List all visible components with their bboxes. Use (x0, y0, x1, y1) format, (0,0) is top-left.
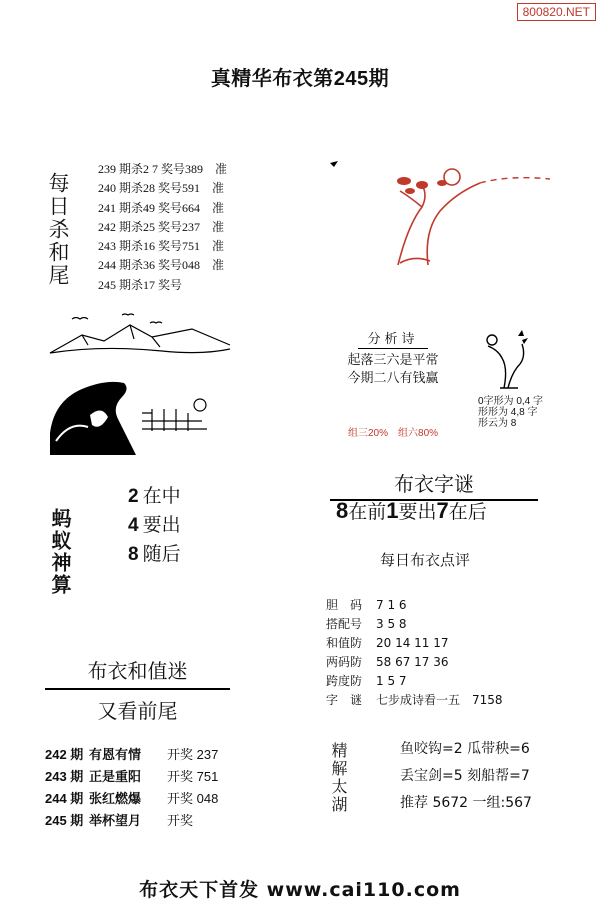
list-item (98, 160, 227, 179)
list-item (98, 237, 227, 256)
zimi-num: 7 (436, 498, 449, 523)
tip-value: 1 5 7 (376, 674, 407, 688)
list-item (98, 179, 227, 198)
poem-title: 分析诗 (358, 330, 428, 349)
tip-label: 和值防 (326, 636, 363, 650)
draw-list (45, 744, 218, 832)
mayi-text: 要出 (142, 515, 181, 536)
review-title: 每日布衣点评 (380, 551, 471, 569)
tip-value: 58 67 17 36 (376, 655, 449, 669)
tip-value: 七步成诗看一五 7158 (376, 693, 503, 707)
list-item (98, 218, 227, 237)
shape-lines (478, 396, 543, 429)
list-item (326, 596, 503, 615)
draw-result: 开奖 751 (167, 769, 219, 784)
list-item (326, 615, 503, 634)
list-item (326, 691, 503, 710)
zimi-word: 在前 (348, 501, 387, 523)
jing-section-title: 精解太湖 (329, 742, 346, 814)
kill-row-mark: 准 (212, 200, 225, 215)
hezhi-box (45, 655, 230, 724)
draw-period: 242 期 (45, 747, 84, 762)
mayi-num: 4 (128, 515, 139, 536)
list-item (326, 672, 503, 691)
list-item (45, 810, 218, 832)
list-item (326, 634, 503, 653)
list-item (128, 482, 181, 511)
poem-line: 今期二八有钱赢 (347, 370, 439, 385)
shape-line: 形形为 4,8 字 (478, 407, 538, 418)
mayi-text: 随后 (142, 544, 181, 565)
group-six: 组六80% (398, 428, 439, 439)
group-three: 组三20% (348, 428, 389, 439)
site-badge: 800820.NET (517, 3, 596, 21)
tip-label: 跨度防 (326, 674, 363, 688)
list-item (128, 540, 181, 569)
kill-row-text: 241 期杀49 奖号664 (98, 200, 201, 215)
page-title: 真精华布衣第245期 (210, 68, 390, 90)
kill-list (98, 160, 227, 295)
mayi-lines (128, 482, 181, 569)
mayi-num: 8 (128, 544, 139, 565)
tip-label: 两码防 (326, 655, 363, 669)
list-item (45, 766, 218, 788)
footer-banner: 布衣天下首发 www.cai110.com (139, 879, 461, 901)
zimi-num: 1 (386, 498, 399, 523)
list-item (326, 653, 503, 672)
hezhi-title: 布衣和值迷 (45, 655, 230, 690)
tip-value: 7 1 6 (376, 598, 407, 612)
kill-row-text: 245 期杀17 奖号 (98, 277, 183, 292)
small-tree-illustration (478, 328, 540, 390)
tip-value: 20 14 11 17 (376, 636, 449, 650)
tip-value: 3 5 8 (376, 617, 407, 631)
zimi-num: 8 (336, 498, 349, 523)
hezhi-subtitle: 又看前尾 (97, 701, 178, 723)
list-item (45, 788, 218, 810)
list-item (45, 744, 218, 766)
draw-period: 244 期 (45, 791, 84, 806)
draw-result: 开奖 (167, 813, 194, 828)
draw-period: 245 期 (45, 813, 84, 828)
list-item (98, 256, 227, 275)
tip-label: 胆 码 (326, 598, 363, 612)
draw-name: 举杯望月 (89, 813, 142, 828)
kill-row-mark: 准 (212, 239, 225, 254)
list-item (98, 276, 227, 295)
kill-row-mark: 准 (212, 258, 225, 273)
tips-list (326, 596, 503, 710)
kill-row-text: 242 期杀25 奖号237 (98, 219, 201, 234)
kill-row-text: 239 期杀2 7 奖号389 (98, 162, 204, 176)
jing-line: 丢宝剑=5 刻船帮=7 (400, 768, 530, 784)
poem-groups (348, 424, 448, 439)
tip-label: 搭配号 (326, 617, 363, 631)
list-item (98, 199, 227, 218)
shape-line: 形云为 8 (478, 418, 517, 429)
jing-line: 鱼咬钩=2 瓜带秧=6 (400, 741, 530, 757)
kill-row-text: 240 期杀28 奖号591 (98, 181, 201, 196)
list-item (128, 511, 181, 540)
jing-lines (400, 736, 532, 817)
draw-result: 开奖 048 (167, 791, 219, 806)
poem-line: 起落三六是平常 (347, 352, 439, 367)
landscape-illustration (42, 305, 232, 455)
draw-result: 开奖 237 (167, 747, 219, 762)
draw-name: 正是重阳 (89, 769, 142, 784)
mayi-section-title: 蚂蚁神算 (48, 508, 72, 596)
tip-label: 字 谜 (326, 693, 363, 707)
jing-line: 推荐 5672 一组:567 (400, 795, 532, 811)
zimi-title: 布衣字谜 (330, 468, 538, 501)
kill-row-mark: 准 (212, 181, 225, 196)
zimi-word: 在后 (448, 501, 487, 523)
poem-box (338, 330, 448, 387)
draw-name: 张红燃爆 (89, 791, 142, 806)
kill-section-title: 每日杀和尾 (46, 172, 70, 287)
zimi-word: 要出 (398, 501, 437, 523)
kill-row-mark: 准 (212, 219, 225, 234)
kill-row-text: 244 期杀36 奖号048 (98, 258, 201, 273)
zimi-text (336, 497, 487, 524)
kill-row-text: 243 期杀16 奖号751 (98, 239, 201, 254)
draw-period: 243 期 (45, 769, 84, 784)
mayi-num: 2 (128, 486, 139, 507)
draw-name: 有恩有情 (89, 747, 142, 762)
tree-illustration (330, 155, 555, 275)
shape-line: 0字形为 0,4 字 (478, 396, 544, 407)
mayi-text: 在中 (142, 486, 181, 507)
kill-row-mark: 准 (215, 162, 228, 176)
